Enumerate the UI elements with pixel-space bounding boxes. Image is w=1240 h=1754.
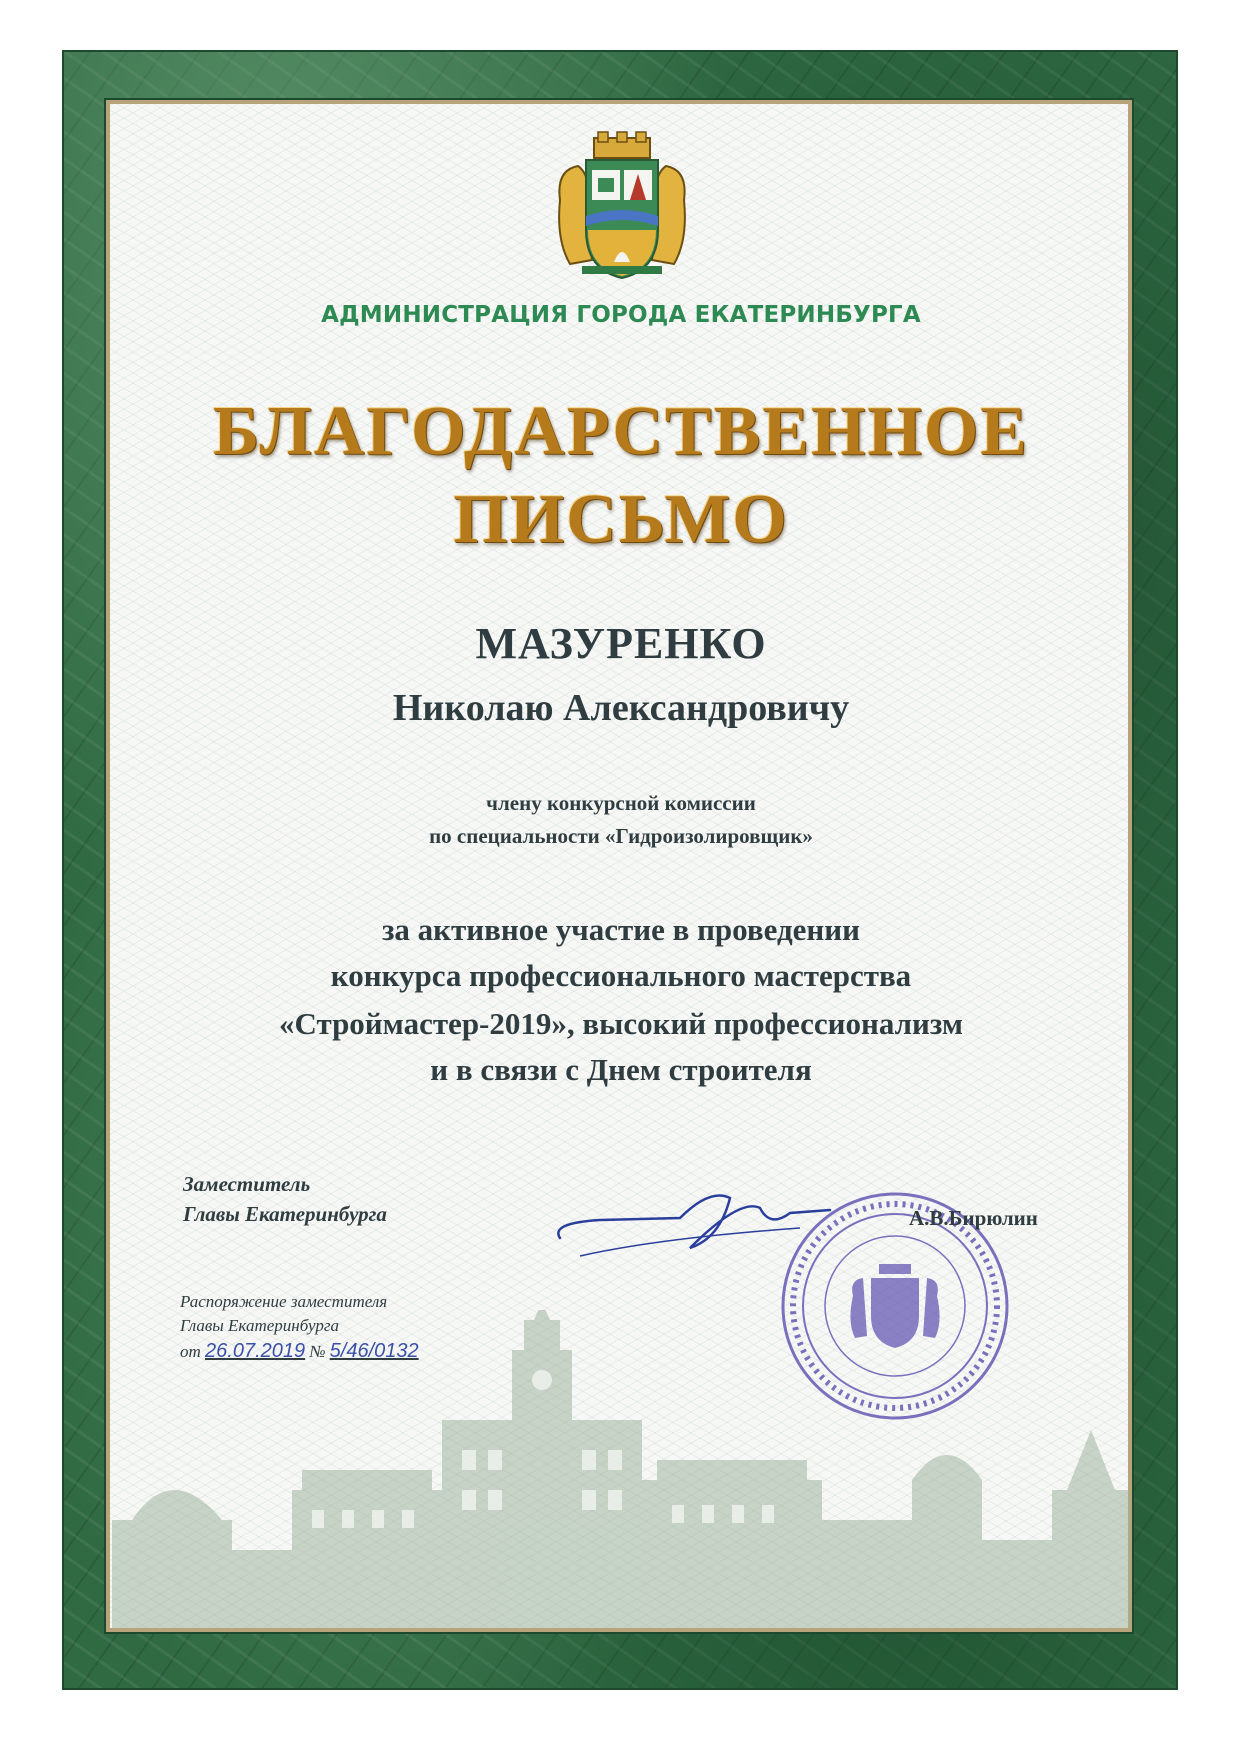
title-line-2: ПИСЬМО — [453, 481, 789, 558]
recipient-name: Николаю Александровичу — [392, 687, 850, 729]
order-date: 26.07.2019 — [205, 1340, 306, 1362]
order-line-1: Распоряжение заместителя — [180, 1292, 388, 1311]
order-reference — [180, 1340, 419, 1363]
order-number: 5/46/0132 — [329, 1340, 419, 1362]
reason-line-2: конкурса профессионального мастерства — [330, 958, 912, 993]
recipient-surname: МАЗУРЕНКО — [475, 619, 767, 668]
order-date-prefix: от — [180, 1342, 201, 1361]
signer-position-line-1: Заместитель — [183, 1172, 311, 1196]
order-number-prefix: № — [309, 1342, 326, 1361]
signer-name: А.В.Бирюлин — [909, 1206, 1038, 1230]
recipient-role-line-2: по специальности «Гидроизолировщик» — [429, 824, 813, 848]
coat-of-arms-icon — [552, 130, 692, 282]
title-line-1: БЛАГОДАРСТВЕННОЕ — [213, 393, 1029, 470]
signer-position-line-2: Главы Екатеринбурга — [183, 1202, 387, 1226]
order-line-2: Главы Екатеринбурга — [180, 1316, 339, 1335]
reason-line-3: «Строймастер-2019», высокий профессионализм — [278, 1006, 964, 1041]
reason-line-4: и в связи с Днем строителя — [430, 1052, 812, 1087]
recipient-role-line-1: члену конкурсной комиссии — [486, 791, 756, 815]
administration-header: АДМИНИСТРАЦИЯ ГОРОДА ЕКАТЕРИНБУРГА — [321, 302, 921, 328]
reason-line-1: за активное участие в проведении — [381, 912, 861, 947]
